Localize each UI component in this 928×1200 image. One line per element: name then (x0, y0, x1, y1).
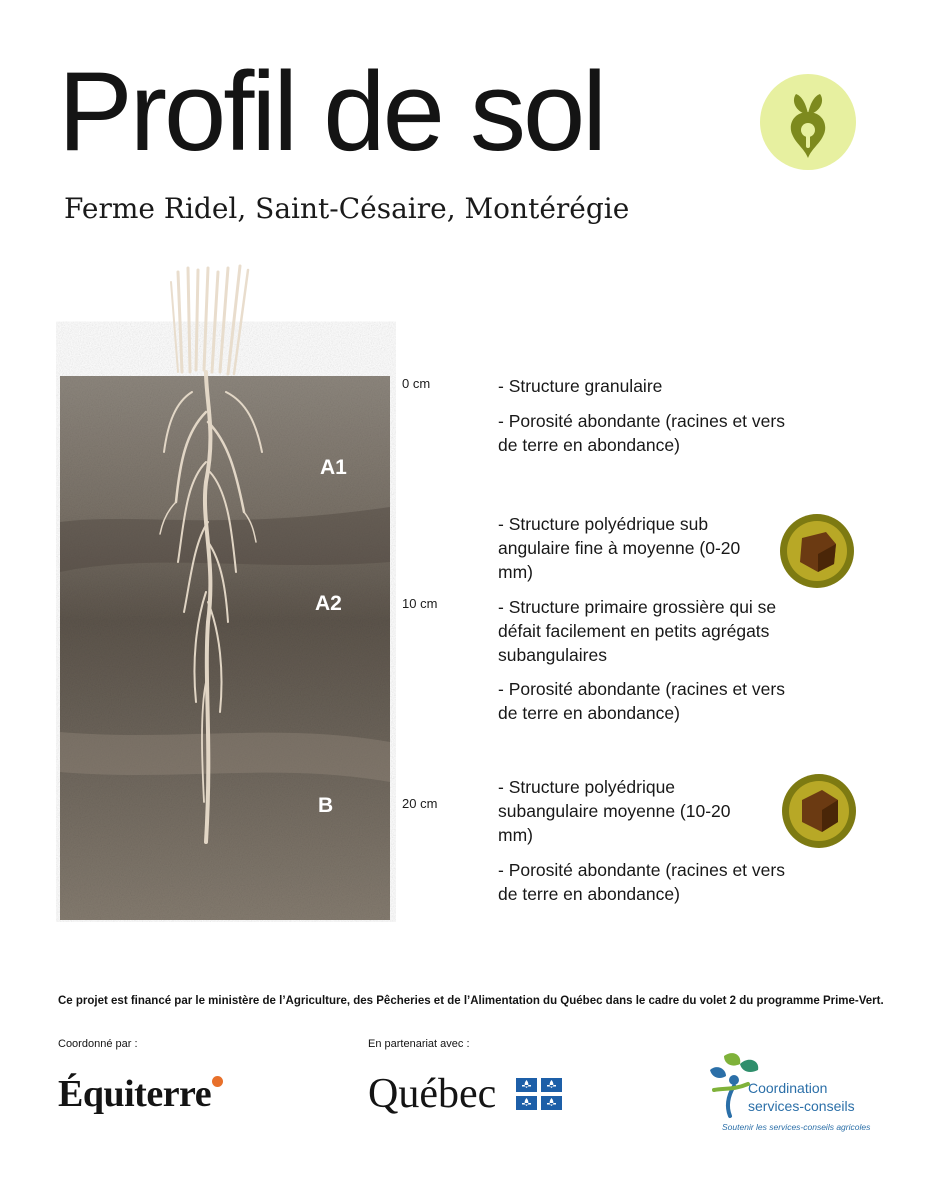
equiterre-dot-icon (212, 1076, 223, 1087)
aggregate-medium-icon (782, 774, 856, 848)
a1-porosity: - Porosité abondante (racines et vers de terre en abondance) (498, 411, 785, 455)
equiterre-wordmark: Équiterre (58, 1073, 212, 1115)
a2-structure-primary: - Structure primaire grossière qui se défait facilement en petits agrégats subangulaires (498, 597, 777, 665)
aggregate-fine-icon (780, 514, 854, 588)
partner-label: En partenariat avec : (368, 1038, 470, 1050)
depth-label-10: 10 cm (402, 596, 438, 611)
quebec-wordmark: Québec (368, 1071, 497, 1117)
horizon-label-b: B (318, 794, 334, 817)
a2-porosity: - Porosité abondante (racines et vers de terre en abondance) (498, 679, 785, 723)
quebec-flag-icon (516, 1078, 562, 1110)
page-title: Profil de sol (58, 49, 605, 174)
soil-profile-image (56, 262, 396, 922)
radish-icon (760, 74, 856, 170)
page-subtitle: Ferme Ridel, Saint-Césaire, Montérégie (64, 192, 630, 225)
b-structure: - Structure polyédrique subangulaire moyenne (10-20 mm) (498, 777, 731, 845)
csc-name-line1: Coordination (748, 1080, 828, 1096)
a1-structure: - Structure granulaire (498, 376, 663, 396)
b-porosity: - Porosité abondante (racines et vers de terre en abondance) (498, 860, 785, 904)
depth-label-20: 20 cm (402, 796, 438, 811)
csc-name-line2: services-conseils (748, 1098, 855, 1114)
csc-tagline: Soutenir les services-conseils agricoles (722, 1122, 871, 1132)
horizon-label-a2: A2 (315, 592, 342, 615)
depth-label-0: 0 cm (402, 376, 431, 391)
equiterre-logo (58, 1072, 211, 1116)
a2-structure-sub-angular: - Structure polyédrique sub angulaire fine à moyenne (0-20 mm) (498, 514, 741, 582)
horizon-label-a1: A1 (320, 456, 347, 479)
funding-statement: Ce projet est financé par le ministère de l’Agriculture, des Pêcheries et de l’Alimentation du Québec dans le cadre du volet 2 du programme Prime-Vert. (58, 995, 884, 1007)
coordinated-label: Coordonné par : (58, 1038, 138, 1050)
